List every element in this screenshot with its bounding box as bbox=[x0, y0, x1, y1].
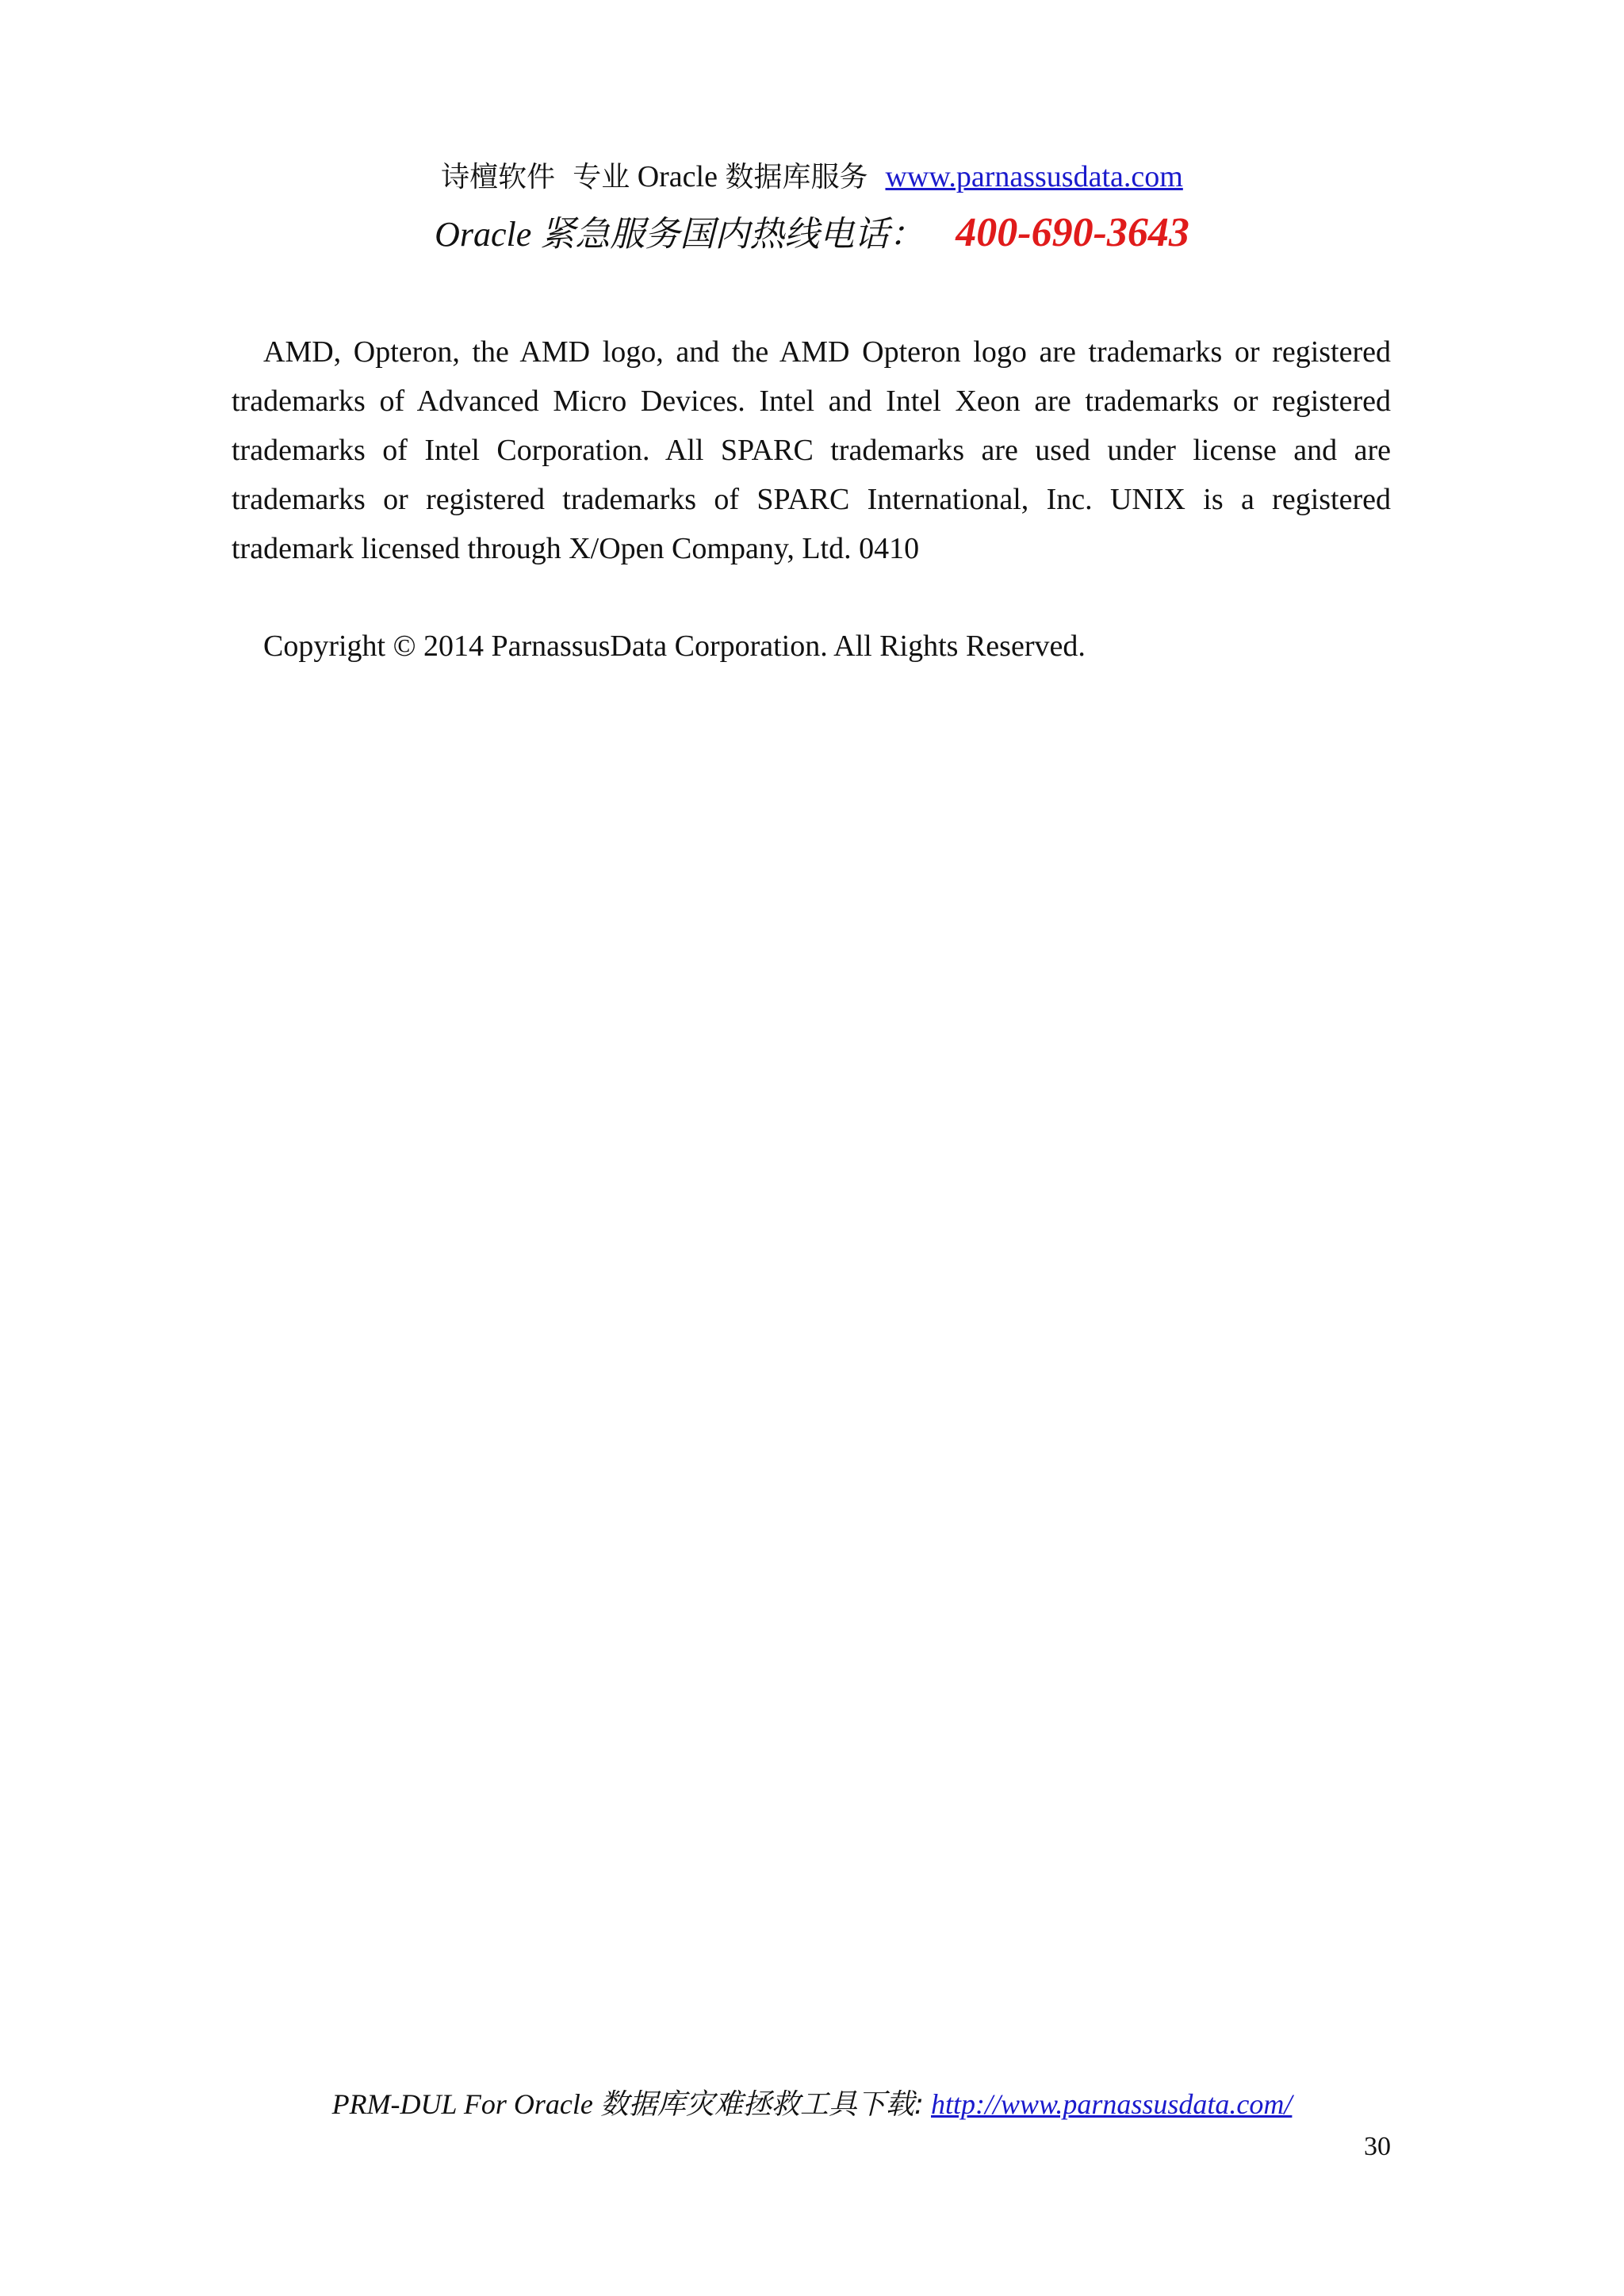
company-name: 诗檀软件 bbox=[441, 161, 556, 193]
service-prefix: 专业 bbox=[573, 161, 630, 193]
copyright-line: Copyright © 2014 ParnassusData Corporation. All Rights Reserved. bbox=[263, 629, 1086, 663]
footer-line bbox=[0, 2082, 1624, 2127]
footer-product: PRM-DUL For Oracle bbox=[331, 2088, 593, 2120]
hotline-oracle: Oracle bbox=[435, 215, 532, 254]
header-line-company bbox=[0, 155, 1624, 200]
header-line-hotline bbox=[0, 206, 1624, 262]
service-oracle: Oracle bbox=[637, 160, 718, 193]
hotline-phone: 400-690-3643 bbox=[956, 210, 1189, 255]
page-number: 30 bbox=[1364, 2132, 1391, 2161]
footer-download-link[interactable]: http://www.parnassusdata.com/ bbox=[931, 2088, 1293, 2120]
website-link[interactable]: www.parnassusdata.com bbox=[885, 160, 1183, 193]
trademark-paragraph: AMD, Opteron, the AMD logo, and the AMD Opteron logo are trademarks or registered trademarks of Advanced Micro Devices. Intel and Intel Xeon are trademarks or registered trademarks of Intel Corporation. All SPARC trademarks are used under license and are trademarks or registered trademarks of SPARC International, Inc. UNIX is a registered trademark licensed through X/Open Company, Ltd. 0410 bbox=[232, 335, 1391, 565]
service-suffix: 数据库服务 bbox=[725, 161, 868, 193]
hotline-label: 紧急服务国内热线电话： bbox=[540, 214, 925, 254]
footer-download-label: 数据库灾难拯救工具下载: bbox=[599, 2088, 925, 2121]
